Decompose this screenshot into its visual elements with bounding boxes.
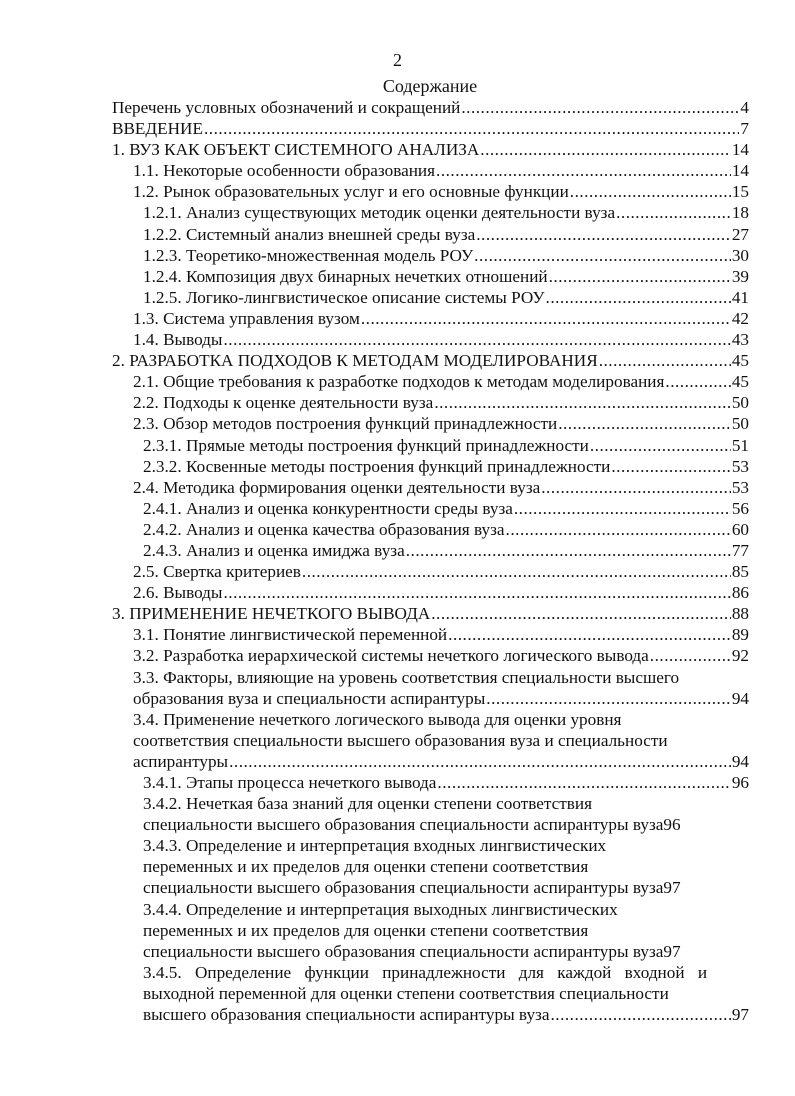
toc-entry-text: 1. ВУЗ КАК ОБЪЕКТ СИСТЕМНОГО АНАЛИЗА bbox=[112, 140, 480, 160]
toc-entry-line bbox=[112, 667, 749, 688]
toc-entry[interactable] bbox=[112, 561, 749, 582]
toc-entry-line bbox=[112, 181, 749, 202]
toc-entry-line bbox=[112, 371, 749, 392]
toc-entry-text: Перечень условных обозначений и сокращений bbox=[112, 98, 461, 117]
dot-leader bbox=[616, 202, 731, 223]
toc-entry-text: 3.4.1. Этапы процесса нечеткого вывода bbox=[143, 773, 437, 792]
toc-entry-line bbox=[112, 814, 749, 835]
toc-entry-line bbox=[112, 688, 749, 709]
toc-entry[interactable] bbox=[112, 793, 749, 835]
toc-entry-text: образования вуза и специальности аспирантуры bbox=[133, 688, 486, 708]
toc-entry-text: 1.3. Система управления вузом bbox=[133, 308, 360, 328]
toc-entry-text: 3.4.2. Нечеткая база знаний для оценки степени соответствия bbox=[143, 794, 592, 814]
toc-entry-line bbox=[112, 899, 749, 920]
toc-entry-line bbox=[112, 456, 749, 477]
dot-leader bbox=[474, 245, 731, 266]
toc-entry-text: 1.2.1. Анализ существующих методик оценки деятельности вуза bbox=[143, 203, 616, 223]
dot-leader bbox=[434, 392, 731, 413]
toc-page-number: 92 bbox=[731, 646, 749, 666]
dot-leader bbox=[361, 308, 731, 329]
toc-entry-line bbox=[112, 962, 749, 983]
toc-entry[interactable] bbox=[112, 772, 749, 793]
toc-entry[interactable] bbox=[112, 224, 749, 245]
toc-entry-line bbox=[112, 941, 749, 962]
toc-entry-line bbox=[112, 624, 749, 645]
toc-page-number: 96 bbox=[663, 815, 681, 835]
toc-entry-text: специальности высшего образования специальности аспирантуры вуза bbox=[143, 878, 664, 898]
toc-entry-line bbox=[112, 730, 749, 751]
toc-entry-text: 3.4. Применение нечеткого логического вывода для оценки уровня bbox=[133, 709, 622, 729]
toc-entry[interactable] bbox=[112, 245, 749, 266]
toc-page-number: 60 bbox=[731, 519, 749, 539]
toc-page-number: 86 bbox=[731, 583, 749, 603]
toc-entry-text: 1.2.3. Теоретико-множественная модель РОУ bbox=[143, 245, 474, 265]
toc-entry-text: 3.2. Разработка иерархической системы нечеткого логического вывода bbox=[133, 646, 649, 666]
dot-leader bbox=[461, 97, 739, 118]
toc-page-number: 4 bbox=[740, 98, 749, 117]
dot-leader bbox=[229, 751, 731, 772]
toc-entry-text: выходной переменной для оценки степени соответствия специальности bbox=[143, 983, 669, 1003]
toc-page-number: 89 bbox=[731, 625, 749, 645]
toc-entry[interactable] bbox=[112, 413, 749, 434]
toc-entry-line bbox=[112, 561, 749, 582]
toc-entry-text: 3.3. Факторы, влияющие на уровень соответствия специальности высшего bbox=[133, 667, 680, 687]
toc-entry-text: 1.2. Рынок образовательных услуг и его основные функции bbox=[133, 182, 569, 202]
toc-page-number: 27 bbox=[731, 224, 749, 244]
toc-entry-text: высшего образования специальности аспирантуры вуза bbox=[143, 1005, 550, 1025]
dot-leader bbox=[506, 519, 731, 540]
toc-entry-line bbox=[112, 603, 749, 624]
toc-entry-line bbox=[112, 519, 749, 540]
toc-page-number: 53 bbox=[731, 477, 749, 497]
toc-entry-line bbox=[112, 751, 749, 772]
toc-page-number: 51 bbox=[731, 435, 749, 455]
toc-page-number: 77 bbox=[731, 540, 749, 560]
toc-entry[interactable] bbox=[112, 645, 749, 666]
toc-entry[interactable] bbox=[112, 477, 749, 498]
toc-entry-line bbox=[112, 266, 749, 287]
toc-entry-text: 2.3. Обзор методов построения функций принадлежности bbox=[133, 414, 558, 434]
toc-entry-line bbox=[112, 392, 749, 413]
toc-page-number: 43 bbox=[731, 330, 749, 350]
toc-entry[interactable] bbox=[112, 287, 749, 308]
toc-entry-line bbox=[112, 477, 749, 498]
toc-entry[interactable] bbox=[112, 835, 749, 898]
dot-leader bbox=[611, 456, 730, 477]
toc-entry-line bbox=[112, 983, 749, 1004]
toc-entry-line bbox=[112, 202, 749, 223]
toc-entry[interactable] bbox=[112, 709, 749, 772]
toc-page-number: 94 bbox=[731, 688, 749, 708]
toc-entry-line bbox=[112, 793, 749, 814]
dot-leader bbox=[476, 224, 731, 245]
toc-entry-line bbox=[112, 582, 749, 603]
toc-entry[interactable] bbox=[112, 435, 749, 456]
dot-leader bbox=[480, 139, 731, 160]
toc-entry-line bbox=[112, 245, 749, 266]
dot-leader bbox=[406, 540, 731, 561]
toc-page-number: 30 bbox=[731, 245, 749, 265]
dot-leader bbox=[223, 582, 730, 603]
toc-entry-line bbox=[112, 160, 749, 181]
dot-leader bbox=[486, 688, 731, 709]
toc-entry-text: 1.4. Выводы bbox=[133, 330, 223, 350]
dot-leader bbox=[550, 1004, 730, 1025]
toc-entry-line bbox=[112, 920, 749, 941]
toc-entry-text: переменных и их пределов для оценки степени соответствия bbox=[143, 857, 589, 877]
toc-entry-text: 1.2.4. Композиция двух бинарных нечетких отношений bbox=[143, 266, 548, 286]
table-of-contents bbox=[112, 97, 749, 1025]
dot-leader bbox=[448, 624, 731, 645]
toc-page-number: 94 bbox=[731, 751, 749, 771]
dot-leader bbox=[558, 413, 731, 434]
dot-leader bbox=[431, 603, 731, 624]
toc-page-number: 45 bbox=[731, 351, 749, 371]
toc-page-number: 14 bbox=[731, 140, 749, 160]
toc-entry-text: аспирантуры bbox=[133, 751, 229, 771]
toc-entry-text: 3.4.4. Определение и интерпретация выходных лингвистических bbox=[143, 899, 618, 919]
toc-entry-line bbox=[112, 329, 749, 350]
dot-leader bbox=[223, 329, 730, 350]
toc-entry-text: соответствия специальности высшего образования вуза и специальности bbox=[133, 730, 668, 750]
toc-entry-line bbox=[112, 287, 749, 308]
toc-page-number: 41 bbox=[731, 287, 749, 307]
dot-leader bbox=[546, 287, 731, 308]
toc-entry-text: 1.2.5. Логико-лингвистическое описание системы РОУ bbox=[143, 287, 545, 307]
toc-entry-text: 1.2.2. Системный анализ внешней среды вуза bbox=[143, 224, 476, 244]
toc-entry[interactable] bbox=[112, 371, 749, 392]
toc-entry-text: специальности высшего образования специальности аспирантуры вуза bbox=[143, 941, 664, 961]
dot-leader bbox=[570, 181, 731, 202]
toc-page-number: 96 bbox=[731, 773, 749, 792]
toc-page-number: 97 bbox=[663, 878, 681, 898]
toc-entry-line bbox=[112, 835, 749, 856]
dot-leader bbox=[650, 645, 731, 666]
toc-entry[interactable] bbox=[112, 266, 749, 287]
toc-page-number: 50 bbox=[731, 414, 749, 434]
toc-entry[interactable] bbox=[112, 97, 749, 118]
toc-entry-line bbox=[112, 709, 749, 730]
dot-leader bbox=[514, 498, 731, 519]
toc-entry[interactable] bbox=[112, 160, 749, 181]
toc-entry[interactable] bbox=[112, 540, 749, 561]
toc-entry-line bbox=[112, 350, 749, 371]
toc-page-number: 14 bbox=[731, 161, 749, 181]
toc-entry[interactable] bbox=[112, 519, 749, 540]
toc-page-number: 7 bbox=[740, 119, 749, 139]
toc-entry-text: 2.4.2. Анализ и оценка качества образования вуза bbox=[143, 519, 505, 539]
toc-entry[interactable] bbox=[112, 202, 749, 223]
toc-entry[interactable] bbox=[112, 308, 749, 329]
toc-entry[interactable] bbox=[112, 899, 749, 962]
toc-entry[interactable] bbox=[112, 962, 749, 1025]
toc-entry-text: 2.4.1. Анализ и оценка конкурентности среды вуза bbox=[143, 498, 513, 518]
toc-entry[interactable] bbox=[112, 139, 749, 160]
toc-entry-line bbox=[112, 308, 749, 329]
toc-entry-text: 3.4.3. Определение и интерпретация входных лингвистических bbox=[143, 836, 607, 856]
toc-entry-text: 2.4. Методика формирования оценки деятельности вуза bbox=[133, 477, 541, 497]
toc-entry-text: 2.1. Общие требования к разработке подходов к методам моделирования bbox=[133, 372, 665, 392]
toc-entry-line bbox=[112, 498, 749, 519]
toc-entry-text: переменных и их пределов для оценки степени соответствия bbox=[143, 920, 589, 940]
toc-entry-text: 3.4.5. Определение функции принадлежности для каждой входной и bbox=[143, 962, 708, 982]
toc-entry-text: 1.1. Некоторые особенности образования bbox=[133, 161, 436, 181]
toc-page-number: 39 bbox=[731, 266, 749, 286]
page-number: 2 bbox=[393, 50, 402, 70]
toc-entry-line bbox=[112, 645, 749, 666]
dot-leader bbox=[204, 118, 739, 139]
toc-entry-text: 2.4.3. Анализ и оценка имиджа вуза bbox=[143, 540, 405, 560]
toc-entry-text: 2.5. Свертка критериев bbox=[133, 562, 301, 582]
toc-entry-text: 3. ПРИМЕНЕНИЕ НЕЧЕТКОГО ВЫВОДА bbox=[112, 604, 431, 624]
dot-leader bbox=[549, 266, 731, 287]
toc-entry[interactable] bbox=[112, 392, 749, 413]
toc-entry-line bbox=[112, 877, 749, 898]
toc-entry[interactable] bbox=[112, 118, 749, 139]
dot-leader bbox=[599, 350, 731, 371]
toc-entry[interactable] bbox=[112, 350, 749, 371]
toc-entry[interactable] bbox=[112, 667, 749, 709]
toc-page-number: 42 bbox=[731, 308, 749, 328]
toc-entry[interactable] bbox=[112, 498, 749, 519]
toc-entry-line bbox=[112, 856, 749, 877]
toc-entry-text: 2. РАЗРАБОТКА ПОДХОДОВ К МЕТОДАМ МОДЕЛИРОВАНИЯ bbox=[112, 351, 598, 371]
toc-entry-line bbox=[112, 139, 749, 160]
toc-title: Содержание bbox=[382, 76, 478, 96]
dot-leader bbox=[590, 435, 731, 456]
toc-entry-line bbox=[112, 97, 749, 118]
toc-entry-text: 2.6. Выводы bbox=[133, 583, 223, 603]
toc-entry-line bbox=[112, 1004, 749, 1025]
toc-entry-line bbox=[112, 224, 749, 245]
toc-page-number: 56 bbox=[731, 498, 749, 518]
toc-entry[interactable] bbox=[112, 624, 749, 645]
dot-leader bbox=[436, 160, 731, 181]
toc-entry-text: 2.2. Подходы к оценке деятельности вуза bbox=[133, 393, 434, 413]
toc-entry-text: 2.3.1. Прямые методы построения функций принадлежности bbox=[143, 435, 589, 455]
dot-leader bbox=[665, 371, 730, 392]
toc-entry-line bbox=[112, 413, 749, 434]
toc-entry-text: 3.1. Понятие лингвистической переменной bbox=[133, 625, 448, 645]
toc-page-number: 53 bbox=[731, 456, 749, 476]
toc-entry-text: ВВЕДЕНИЕ bbox=[112, 119, 203, 139]
toc-page-number: 85 bbox=[731, 562, 749, 582]
dot-leader bbox=[302, 561, 731, 582]
toc-page-number: 88 bbox=[731, 604, 749, 624]
toc-page-number: 45 bbox=[731, 372, 749, 392]
dot-leader bbox=[437, 772, 730, 793]
toc-entry-line bbox=[112, 118, 749, 139]
dot-leader bbox=[541, 477, 731, 498]
toc-page-number: 50 bbox=[731, 393, 749, 413]
toc-entry[interactable] bbox=[112, 582, 749, 603]
toc-entry-line bbox=[112, 435, 749, 456]
toc-entry[interactable] bbox=[112, 456, 749, 477]
toc-page-number: 15 bbox=[731, 182, 749, 202]
toc-entry-line bbox=[112, 772, 749, 793]
toc-entry-text: специальности высшего образования специальности аспирантуры вуза bbox=[143, 815, 664, 835]
toc-page-number: 97 bbox=[663, 941, 681, 961]
toc-entry-text: 2.3.2. Косвенные методы построения функций принадлежности bbox=[143, 456, 611, 476]
toc-entry[interactable] bbox=[112, 181, 749, 202]
toc-entry[interactable] bbox=[112, 329, 749, 350]
toc-page-number: 97 bbox=[731, 1005, 749, 1025]
toc-entry[interactable] bbox=[112, 603, 749, 624]
toc-page-number: 18 bbox=[731, 203, 749, 223]
toc-entry-line bbox=[112, 540, 749, 561]
